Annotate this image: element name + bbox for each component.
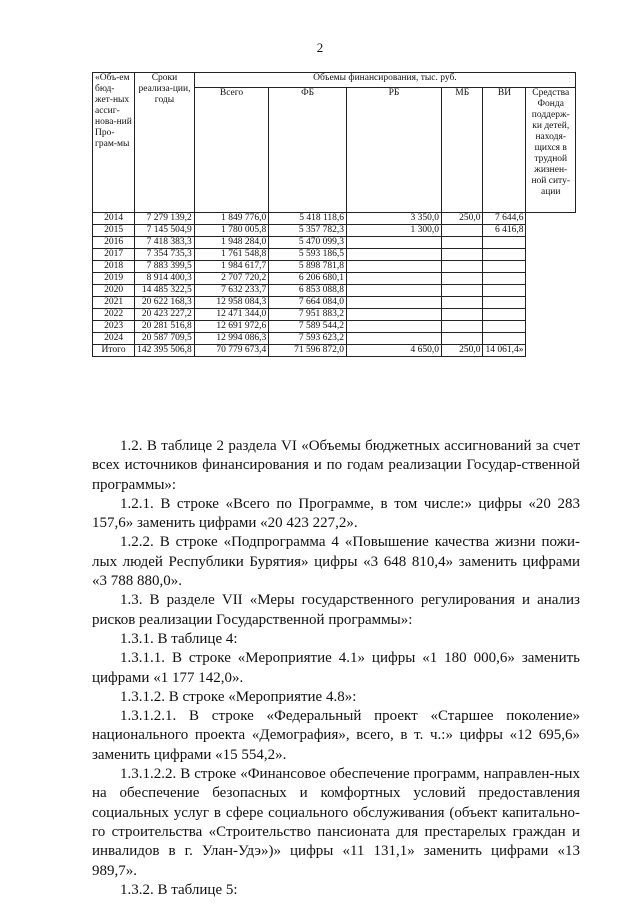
amount-cell: 250,0 (441, 213, 483, 225)
financing-table-body (93, 213, 576, 357)
amount-cell: 20 622 168,3 (135, 297, 195, 309)
amount-cell (441, 273, 483, 285)
amount-cell (483, 273, 526, 285)
amount-cell: 7 418 383,3 (135, 237, 195, 249)
amount-cell: 1 761 548,8 (194, 249, 269, 261)
column-header-children-fund: Средства Фонда поддерж-ки детей, находя-щихся в трудной жизнен-ной ситу-ации (526, 88, 576, 213)
amount-cell (441, 237, 483, 249)
column-header-mb: МБ (441, 88, 483, 213)
amount-cell: 7 632 233,7 (194, 285, 269, 297)
table-row (93, 225, 576, 237)
financing-table (92, 72, 576, 357)
paragraph: 1.3.2. В таблице 5: (120, 881, 238, 898)
paragraph: 1.3.1. В таблице 4: (120, 630, 238, 647)
amount-cell: 14 061,4» (483, 345, 526, 357)
table-row (93, 213, 576, 225)
amount-cell (483, 309, 526, 321)
amount-cell: 1 780 005,8 (194, 225, 269, 237)
amount-cell (441, 297, 483, 309)
table-row (93, 285, 576, 297)
table-row (93, 261, 576, 273)
amount-cell: 8 914 400,3 (135, 273, 195, 285)
table-row (93, 273, 576, 285)
amount-cell: 5 898 781,8 (269, 261, 347, 273)
amount-cell (441, 321, 483, 333)
column-header-rb: РБ (347, 88, 442, 213)
year-cell: 2020 (93, 285, 135, 297)
table-row (93, 309, 576, 321)
amount-cell (483, 261, 526, 273)
amount-cell: 7 664 084,0 (269, 297, 347, 309)
amount-cell: 1 984 617,7 (194, 261, 269, 273)
amount-cell (483, 237, 526, 249)
amount-cell: 6 853 088,8 (269, 285, 347, 297)
years-header: Сроки реализа-ции, годы (135, 73, 195, 213)
amount-cell: 3 350,0 (347, 213, 442, 225)
amount-cell: 7 644,6 (483, 213, 526, 225)
amount-cell: 7 593 623,2 (269, 333, 347, 345)
amount-cell (347, 321, 442, 333)
table-row (93, 321, 576, 333)
amount-cell: 7 883 399,5 (135, 261, 195, 273)
column-header-total: Всего (194, 88, 269, 213)
amount-cell: 6 206 680,1 (269, 273, 347, 285)
amount-cell (347, 237, 442, 249)
amount-cell: 5 357 782,3 (269, 225, 347, 237)
table-row (93, 297, 576, 309)
amount-cell (347, 273, 442, 285)
amount-cell (483, 297, 526, 309)
paragraph: 1.2. В таблице 2 раздела VI «Объемы бюджетных ассигнований за счет всех источников финансирования и по годам реализации Государ-ственной программы»: (92, 438, 580, 493)
amount-cell: 250,0 (441, 345, 483, 357)
year-cell: 2018 (93, 261, 135, 273)
amount-cell: 7 279 139,2 (135, 213, 195, 225)
amount-cell: 1 300,0 (347, 225, 442, 237)
year-cell: 2014 (93, 213, 135, 225)
year-cell: 2023 (93, 321, 135, 333)
amount-cell: 20 423 227,2 (135, 309, 195, 321)
amount-cell: 6 416,8 (483, 225, 526, 237)
financing-volumes-header: Объемы финансирования, тыс. руб. (194, 73, 575, 88)
amount-cell (441, 261, 483, 273)
amount-cell: 5 470 099,3 (269, 237, 347, 249)
amount-cell: 7 951 883,2 (269, 309, 347, 321)
amount-cell: 12 691 972,6 (194, 321, 269, 333)
amount-cell (483, 249, 526, 261)
year-cell: 2024 (93, 333, 135, 345)
year-cell: 2015 (93, 225, 135, 237)
column-header-fb: ФБ (269, 88, 347, 213)
amount-cell (347, 261, 442, 273)
paragraph: 1.3.1.1. В строке «Мероприятие 4.1» цифры «1 180 000,6» заменить цифрами «1 177 142,0». (92, 650, 580, 686)
amount-cell (483, 285, 526, 297)
table-row (93, 237, 576, 249)
paragraph: 1.2.2. В строке «Подпрограмма 4 «Повышение качества жизни пожи-лых людей Республики Бурятия» цифры «3 648 810,4» заменить цифрами «3 788 880,0». (92, 534, 580, 590)
year-cell: 2016 (93, 237, 135, 249)
year-cell: 2019 (93, 273, 135, 285)
amount-cell: 70 779 673,4 (194, 345, 269, 357)
amount-cell: 12 958 084,3 (194, 297, 269, 309)
amount-cell (347, 309, 442, 321)
paragraph: 1.3.1.2.1. В строке «Федеральный проект «Старшее поколение» национального проекта «Демография», всего, в т. ч.:» цифры «12 695,6» заменить цифрами «15 554,2». (92, 708, 580, 763)
amount-cell (347, 333, 442, 345)
amount-cell: 4 650,0 (347, 345, 442, 357)
amount-cell: 5 418 118,6 (269, 213, 347, 225)
year-cell: 2017 (93, 249, 135, 261)
paragraph: 1.3. В разделе VII «Меры государственного регулирования и анализ рисков реализации Государственной программы»: (92, 592, 580, 628)
table-row (93, 249, 576, 261)
amount-cell: 1 948 284,0 (194, 237, 269, 249)
amount-cell (347, 249, 442, 261)
table-row (93, 333, 576, 345)
body-text (92, 437, 580, 900)
paragraph: 1.3.1.2. В строке «Мероприятие 4.8»: (120, 688, 357, 705)
page-number: 2 (316, 40, 324, 55)
amount-cell: 12 471 344,0 (194, 309, 269, 321)
paragraph: 1.3.1.2.2. В строке «Финансовое обеспечение программ, направлен-ных на обеспечение безопасных и комфортных условий предоставления социальных услуг в сфере социального обслуживания (объект капитально-го строительства «Строительство пансионата для престарелых граждан и инвалидов в г. Улан-Удэ»)» цифры «11 131,1» заменить цифрами «13 989,7». (92, 766, 580, 879)
amount-cell (441, 333, 483, 345)
budget-allocation-label: «Объ-ем бюд-жет-ных ассиг-нова-ний Про-грам-мы (93, 73, 135, 213)
year-cell: 2022 (93, 309, 135, 321)
amount-cell (441, 249, 483, 261)
paragraph: 1.2.1. В строке «Всего по Программе, в том числе:» цифры «20 283 157,6» заменить цифрами «20 423 227,2». (92, 495, 580, 532)
year-cell: 2021 (93, 297, 135, 309)
amount-cell: 1 849 776,0 (194, 213, 269, 225)
amount-cell: 71 596 872,0 (269, 345, 347, 357)
amount-cell (441, 309, 483, 321)
amount-cell (347, 285, 442, 297)
amount-cell (347, 297, 442, 309)
amount-cell: 2 707 720,2 (194, 273, 269, 285)
amount-cell: 142 395 506,8 (135, 345, 195, 357)
amount-cell (441, 225, 483, 237)
table-row (93, 345, 576, 357)
amount-cell (483, 333, 526, 345)
amount-cell: 7 354 735,3 (135, 249, 195, 261)
amount-cell: 20 281 516,8 (135, 321, 195, 333)
amount-cell: 7 145 504,9 (135, 225, 195, 237)
amount-cell: 7 589 544,2 (269, 321, 347, 333)
amount-cell (483, 321, 526, 333)
column-header-vi: ВИ (483, 88, 526, 213)
amount-cell: 5 593 186,5 (269, 249, 347, 261)
amount-cell (441, 285, 483, 297)
year-cell: Итого (93, 345, 135, 357)
amount-cell: 14 485 322,5 (135, 285, 195, 297)
amount-cell: 12 994 086,3 (194, 333, 269, 345)
amount-cell: 20 587 709,5 (135, 333, 195, 345)
